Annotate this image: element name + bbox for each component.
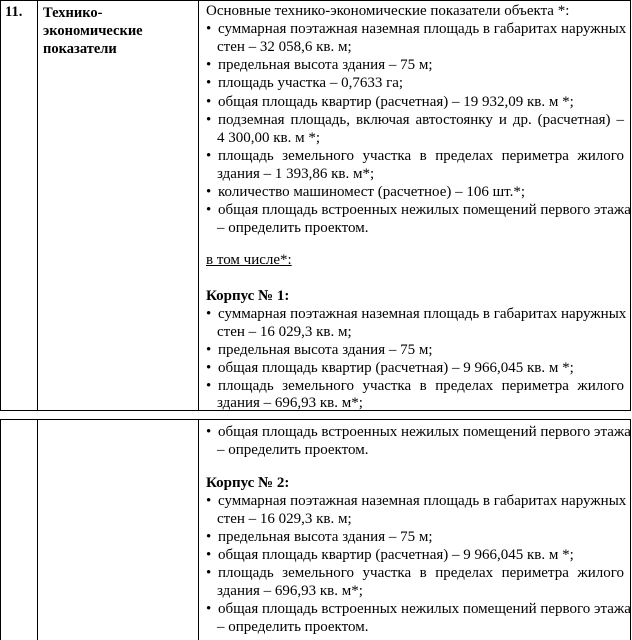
bullet-icon: •: [206, 529, 212, 545]
row-title-cell: [38, 1, 199, 410]
list-item-continuation: стен – 16 029,3 кв. м;: [217, 511, 352, 527]
list-item: • площадь участка – 0,7633 га;: [206, 75, 404, 91]
list-item-continuation: 4 300,00 кв. м *;: [217, 130, 321, 146]
list-item: • общая площадь встроенных нежилых помещений первого этажа: [206, 424, 631, 440]
list-item: • предельная высота здания – 75 м;: [206, 529, 433, 545]
bullet-icon: •: [206, 565, 212, 581]
bullet-icon: •: [206, 601, 212, 617]
building-2-heading: Корпус № 2:: [206, 475, 290, 491]
bullet-icon: •: [206, 493, 212, 509]
list-item: • площадь земельного участка в пределах периметра жилого: [206, 565, 624, 581]
bullet-icon: •: [206, 202, 212, 218]
bullet-icon: •: [206, 57, 212, 73]
row-title: [43, 4, 143, 58]
subheading: в том числе*:: [206, 252, 292, 268]
list-item: • предельная высота здания – 75 м;: [206, 57, 433, 73]
bullet-icon: •: [206, 306, 212, 322]
row-number-cell: [1, 420, 38, 640]
table-part-2: [0, 419, 631, 640]
bullet-icon: •: [206, 112, 212, 128]
row-title-line: показатели: [43, 41, 117, 57]
building-1-heading: Корпус № 1:: [206, 288, 290, 304]
list-item: • общая площадь квартир (расчетная) – 9 966,045 кв. м *;: [206, 547, 574, 563]
list-item: • суммарная поэтажная наземная площадь в габаритах наружных: [206, 21, 627, 37]
bullet-icon: •: [206, 21, 212, 37]
list-item-continuation: здания – 696,93 кв. м*;: [217, 583, 363, 599]
bullet-icon: •: [206, 424, 212, 440]
list-item-continuation: – определить проектом.: [217, 220, 369, 236]
bullet-icon: •: [206, 342, 212, 358]
bullet-icon: •: [206, 75, 212, 91]
list-item: • площадь земельного участка в пределах периметра жилого: [206, 378, 624, 394]
row-number-cell: [1, 1, 38, 410]
row-content-cell: [199, 420, 630, 640]
list-item: • суммарная поэтажная наземная площадь в габаритах наружных: [206, 306, 627, 322]
bullet-icon: •: [206, 184, 212, 200]
list-item: • общая площадь встроенных нежилых помещений первого этажа: [206, 601, 631, 617]
list-item-continuation: – определить проектом.: [217, 619, 369, 635]
bullet-icon: •: [206, 378, 212, 394]
list-item-continuation: стен – 16 029,3 кв. м;: [217, 324, 352, 340]
bullet-icon: •: [206, 148, 212, 164]
intro-text: Основные технико-экономические показатели объекта *:: [206, 3, 570, 19]
list-item-continuation: здания – 696,93 кв. м*;: [217, 395, 363, 411]
list-item: • суммарная поэтажная наземная площадь в габаритах наружных: [206, 493, 627, 509]
list-item-continuation: стен – 32 058,6 кв. м;: [217, 39, 352, 55]
list-item-continuation: – определить проектом.: [217, 442, 369, 458]
bullet-icon: •: [206, 547, 212, 563]
row-title-line: Технико-: [43, 5, 103, 21]
row-content-cell: [199, 1, 630, 410]
list-item-continuation: здания – 1 393,86 кв. м*;: [217, 166, 375, 182]
row-title-cell: [38, 420, 199, 640]
list-item: • площадь земельного участка в пределах периметра жилого: [206, 148, 624, 164]
bullet-icon: •: [206, 94, 212, 110]
list-item: • предельная высота здания – 75 м;: [206, 342, 433, 358]
list-item: • количество машиномест (расчетное) – 106 шт.*;: [206, 184, 525, 200]
list-item: • общая площадь квартир (расчетная) – 9 966,045 кв. м *;: [206, 360, 574, 376]
list-item: • общая площадь встроенных нежилых помещений первого этажа: [206, 202, 631, 218]
bullet-icon: •: [206, 360, 212, 376]
row-number: 11.: [5, 4, 23, 20]
row-title-line: экономические: [43, 23, 143, 39]
list-item: • общая площадь квартир (расчетная) – 19 932,09 кв. м *;: [206, 94, 574, 110]
list-item: • подземная площадь, включая автостоянку и др. (расчетная) –: [206, 112, 624, 128]
